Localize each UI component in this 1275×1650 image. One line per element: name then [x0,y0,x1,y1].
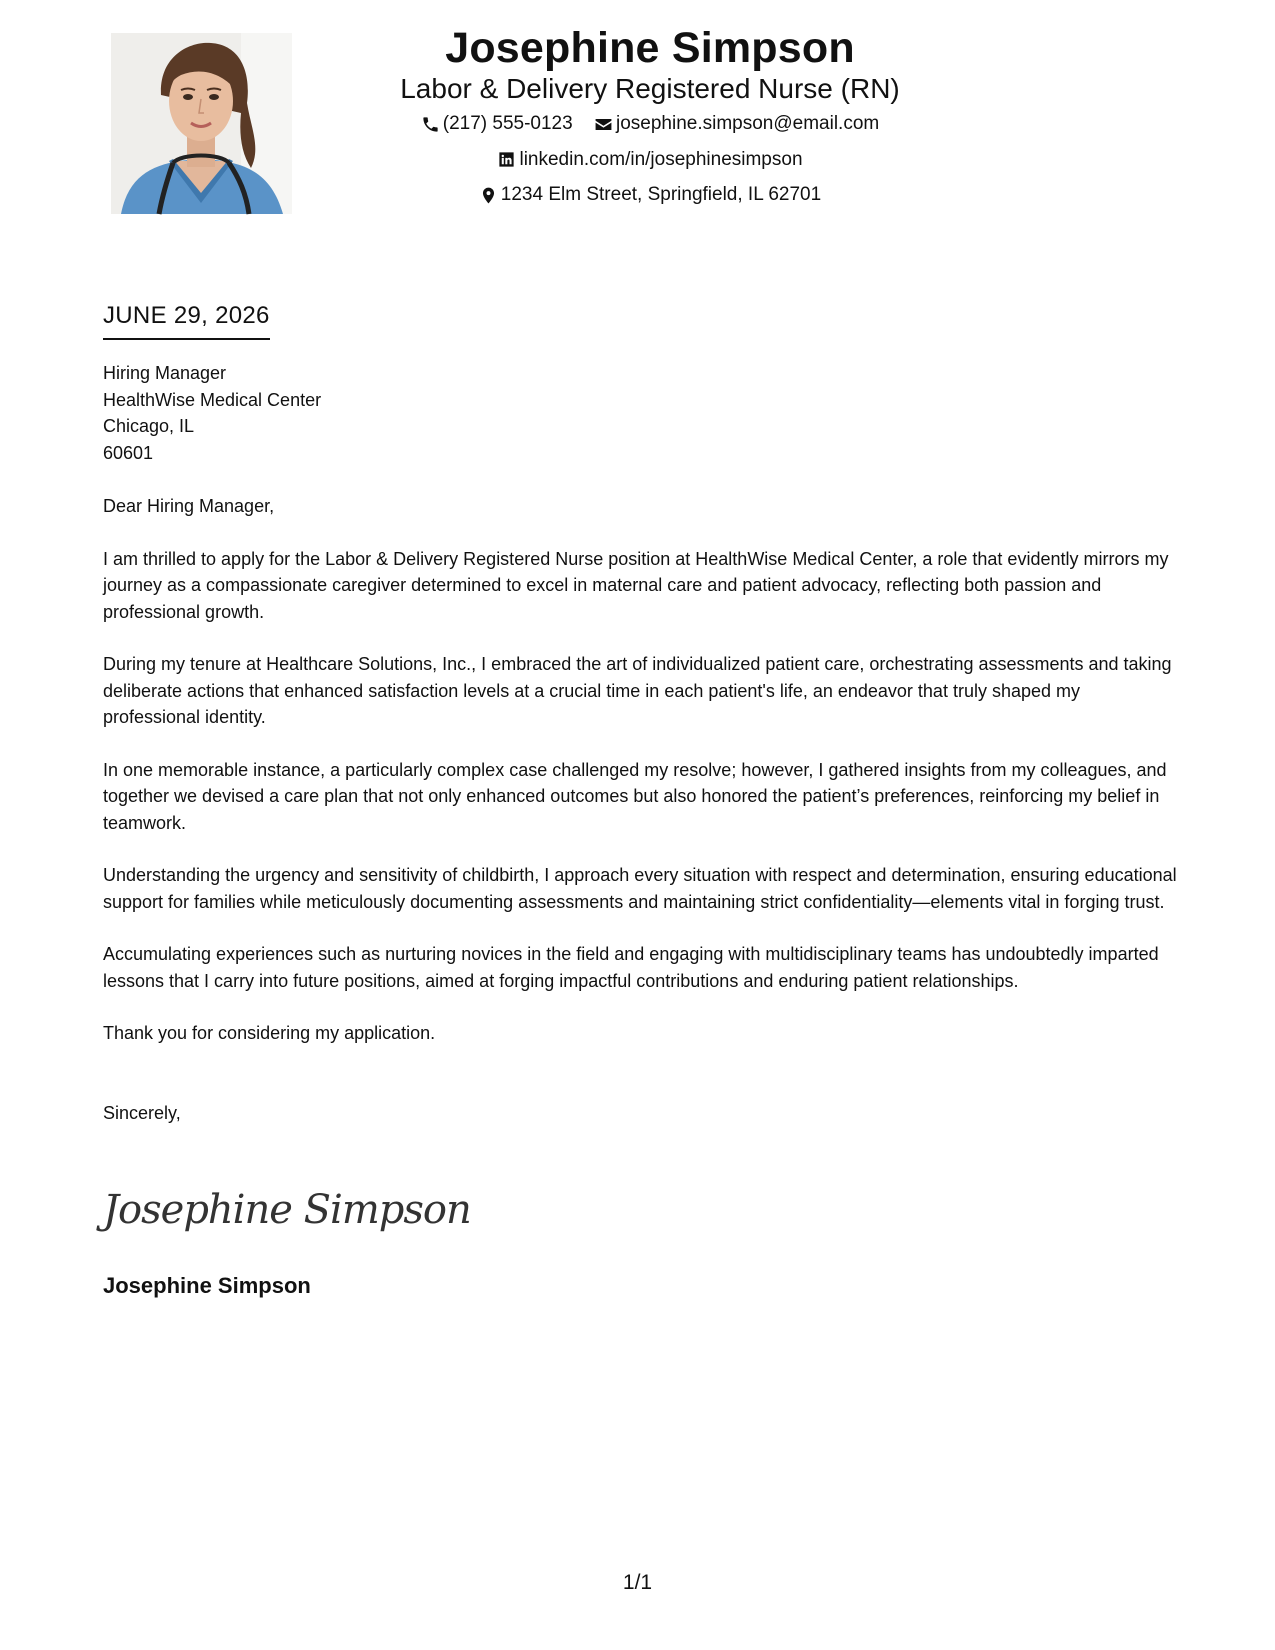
body-paragraph: I am thrilled to apply for the Labor & Delivery Registered Nurse position at HealthWise Medical Center, a role that evidently mirrors my journey as a compassionate caregiver determined to excel in maternal care and patient advocacy, reflecting both passion and professional growth. [103,548,1169,622]
map-pin-icon [479,186,498,205]
handwritten-signature: Josephine Simpson [103,1187,471,1233]
signed-name: Josephine Simpson [103,1273,311,1298]
phone-contact[interactable] [421,113,573,135]
letter-body [103,360,1178,1126]
contact-line-phone-email [380,113,920,140]
recipient-line: Hiring Manager [103,363,227,383]
applicant-name: Josephine Simpson [445,24,855,72]
linkedin-icon [497,150,516,169]
letter-date: JUNE 29, 2026 [103,300,270,340]
email-contact[interactable] [594,113,879,135]
body-paragraph: Understanding the urgency and sensitivity of childbirth, I approach every situation with respect and determination, ensuring educational support for families while meticulously documenting assessments and maintaining strict confidentiality—elements vital in forging trust. [103,865,1177,912]
applicant-title: Labor & Delivery Registered Nurse (RN) [400,73,900,104]
contact-line-address [380,184,920,211]
body-paragraph: Accumulating experiences such as nurturing novices in the field and engaging with multidisciplinary teams has undoubtedly imparted lessons that I carry into future positions, aimed at forging impactful contributions and enduring patient relationships. [103,944,1159,991]
address-contact [479,184,821,206]
linkedin-contact[interactable] [497,149,802,171]
recipient-line: 60601 [103,442,154,463]
linkedin-text: linkedin.com/in/josephinesimpson [519,148,803,170]
body-paragraph: Thank you for considering my application. [103,1023,436,1043]
salutation: Dear Hiring Manager, [103,496,275,516]
letter-header [380,20,920,211]
email-text: josephine.simpson@email.com [615,113,880,134]
phone-icon [421,115,440,134]
recipient-line: HealthWise Medical Center [103,389,322,410]
contact-line-linkedin [380,149,920,176]
body-paragraph: During my tenure at Healthcare Solutions, Inc., I embraced the art of individualized patient care, orchestrating assessments and taking deliberate actions that enhanced satisfaction levels at a crucial time in each patient's life, an endeavor that truly shaped my professional identity. [103,654,1172,727]
recipient-block [103,360,1178,466]
page-number: 1/1 [622,1571,653,1594]
envelope-icon [594,115,613,134]
body-paragraph: In one memorable instance, a particularly complex case challenged my resolve; however, I gathered insights from my colleagues, and together we devised a care plan that not only enhanced outcomes but also honored the patient’s preferences, reinforcing my belief in teamwork. [103,759,1167,833]
address-text: 1234 Elm Street, Springfield, IL 62701 [500,184,822,205]
recipient-line: Chicago, IL [103,416,195,436]
closing: Sincerely, [103,1102,181,1123]
phone-text: (217) 555-0123 [442,113,573,134]
profile-photo [111,33,292,214]
